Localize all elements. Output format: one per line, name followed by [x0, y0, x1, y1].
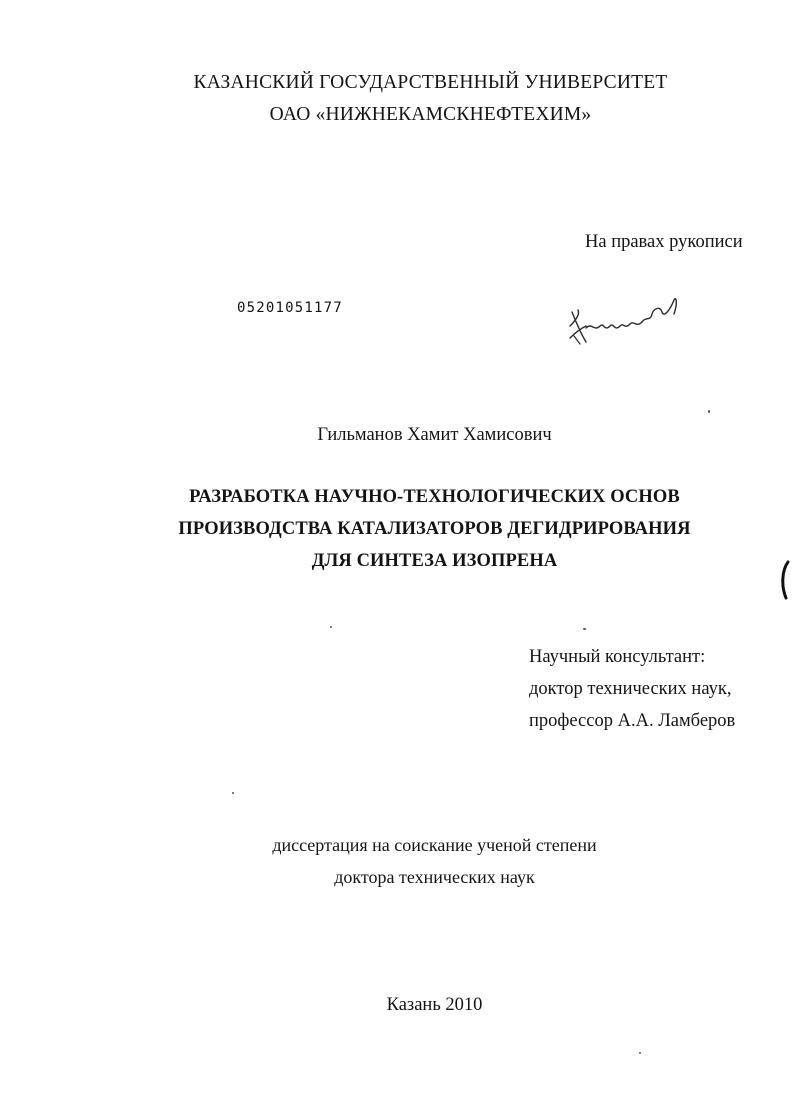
thesis-title-line-2: ПРОИЗВОДСТВА КАТАЛИЗАТОРОВ ДЕГИДРИРОВАНИЯ: [178, 519, 691, 539]
advisor-degree: доктор технических наук,: [529, 679, 732, 699]
catalog-code: 05201051177: [237, 300, 343, 316]
advisor-role: Научный консультант:: [529, 647, 706, 667]
thesis-title-line-1: РАЗРАБОТКА НАУЧНО-ТЕХНОЛОГИЧЕСКИХ ОСНОВ: [189, 487, 680, 507]
university-name: КАЗАНСКИЙ ГОСУДАРСТВЕННЫЙ УНИВЕРСИТЕТ: [193, 72, 668, 93]
rights-note: На правах рукописи: [585, 232, 743, 252]
dissertation-line-1: диссертация на соискание ученой степени: [272, 835, 597, 855]
scan-speck: [583, 628, 586, 630]
author-name: Гильманов Хамит Хамисович: [317, 425, 552, 445]
company-name: ОАО «НИЖНЕКАМСКНЕФТЕХИМ»: [269, 104, 592, 125]
scan-speck: [330, 626, 332, 628]
scan-speck: [639, 1052, 641, 1054]
thesis-title-line-3: ДЛЯ СИНТЕЗА ИЗОПРЕНА: [311, 551, 558, 571]
handwritten-signature: [566, 292, 684, 350]
place-and-year: Казань 2010: [386, 995, 483, 1015]
scan-speck: [708, 410, 710, 413]
scan-speck: [232, 792, 234, 794]
margin-bracket-mark: [778, 560, 792, 600]
advisor-name: профессор А.А. Ламберов: [529, 711, 736, 731]
dissertation-line-2: доктора технических наук: [334, 867, 535, 887]
